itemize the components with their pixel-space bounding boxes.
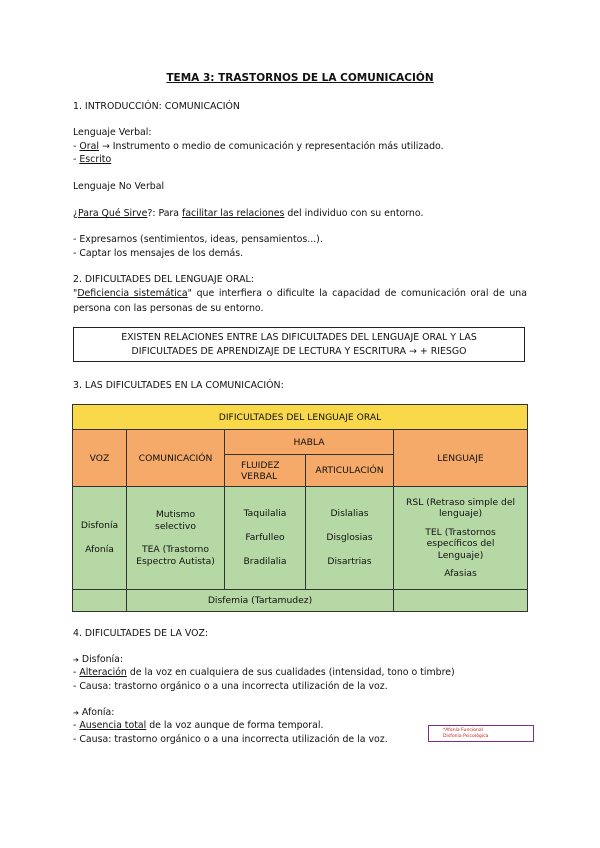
fluidez-item: Farfulleo <box>245 532 285 543</box>
page-title: TEMA 3: TRASTORNOS DE LA COMUNICACIÓN <box>166 72 434 84</box>
note-line2: Disfonía Psicológica <box>443 734 489 739</box>
causa-disfonia: - Causa: trastorno orgánico o a una incorrecta utilización de la voz. <box>73 681 388 692</box>
art-item: Dislalias <box>330 508 369 519</box>
disfemia-cell: Disfemia (Tartamudez) <box>127 590 394 612</box>
section2-paragraph <box>73 286 527 316</box>
afonia-label: Afonía: <box>81 707 115 718</box>
fluidez-item: Bradilalia <box>243 556 287 567</box>
bullet-expresarnos: - Expresarnos (sentimientos, ideas, pensamientos...). <box>73 234 323 245</box>
deficiencia-text: Deficiencia sistemática <box>77 288 188 299</box>
para-que-end: del individuo con su entorno. <box>284 208 424 219</box>
verbal-label: Lenguaje Verbal: <box>73 127 152 138</box>
disfonia-label: Disfonía: <box>81 654 124 665</box>
empty-cell <box>394 590 528 612</box>
col-habla: HABLA <box>225 430 394 455</box>
causa-afonia: - Causa: trastorno orgánico o a una incorrecta utilización de la voz. <box>73 734 388 745</box>
art-item: Disglosias <box>326 532 373 543</box>
col-articulacion: ARTICULACIÓN <box>306 455 394 487</box>
articulacion-cell <box>306 487 394 590</box>
section1-heading: 1. INTRODUCCIÓN: COMUNICACIÓN <box>73 101 240 112</box>
col-voz: VOZ <box>73 430 127 487</box>
voz-cell <box>73 487 127 590</box>
para-que-line <box>73 208 423 219</box>
alteracion-line: - Alteración de la voz en cualquiera de sus cualidades (intensidad, tono o timbre) <box>73 667 455 678</box>
escrito-prefix: - <box>73 154 80 165</box>
ausencia-word: Ausencia total <box>79 720 147 731</box>
voz-item: Disfonía <box>80 520 119 531</box>
risk-box-line1: EXISTEN RELACIONES ENTRE LAS DIFICULTADES DEL LENGUAJE ORAL Y LAS <box>121 332 477 343</box>
section2-heading: 2. DIFICULTADES DEL LENGUAJE ORAL: <box>73 274 254 285</box>
para-que-open: ¿ <box>73 208 78 219</box>
arrow-bullet-icon: ➔ <box>73 709 79 717</box>
voz-item: Afonía <box>85 544 114 555</box>
fluidez-cell <box>225 487 306 590</box>
handwritten-note <box>428 725 534 742</box>
art-item: Disartrias <box>327 556 372 567</box>
difficulties-table <box>72 404 528 612</box>
alteracion-word: Alteración <box>79 667 127 678</box>
escrito-line <box>73 154 111 165</box>
facilitar-text: facilitar las relaciones <box>182 208 285 219</box>
lenguaje-cell <box>394 487 528 590</box>
leng-item: TEL (Trastornos específicos del Lenguaje) <box>425 526 496 561</box>
oral-word: Oral <box>79 141 99 152</box>
col-lenguaje: LENGUAJE <box>394 430 528 487</box>
bullet-captar: - Captar los mensajes de los demás. <box>73 248 244 259</box>
oral-rest: → Instrumento o medio de comunicación y representación más utilizado. <box>98 141 444 152</box>
ausencia-rest: de la voz aunque de forma temporal. <box>146 720 324 731</box>
comunicacion-cell <box>127 487 225 590</box>
table-header: DIFICULTADES DEL LENGUAJE ORAL <box>73 405 528 430</box>
empty-cell <box>73 590 127 612</box>
section2-rest: " que interfiera o dificulte la capacidad de comunicación oral de una persona con las personas de su entorno. <box>73 288 527 314</box>
oral-prefix: - <box>73 141 80 152</box>
disfonia-title <box>73 654 123 665</box>
escrito-word: Escrito <box>79 154 112 165</box>
section3-heading: 3. LAS DIFICULTADES EN LA COMUNICACIÓN: <box>73 380 284 391</box>
com-item: TEA (Trastorno Espectro Autista) <box>136 544 215 567</box>
fluidez-item: Taquilalia <box>243 508 287 519</box>
col-comunicacion: COMUNICACIÓN <box>127 430 225 487</box>
quote-open: " <box>73 288 78 299</box>
section4-heading: 4. DIFICULTADES DE LA VOZ: <box>73 628 209 639</box>
leng-item: RSL (Retraso simple del lenguaje) <box>405 496 516 519</box>
para-que-word: Para Qué Sirve <box>77 208 148 219</box>
col-fluidez: FLUIDEZ VERBAL <box>225 455 306 487</box>
ausencia-line: - Ausencia total de la voz aunque de forma temporal. <box>73 720 324 731</box>
note-line1: *Afonía Funcional <box>443 728 483 733</box>
alteracion-rest: de la voz en cualquiera de sus cualidades (intensidad, tono o timbre) <box>126 667 455 678</box>
oral-line <box>73 141 444 152</box>
para-que-mid: ?: Para <box>147 208 183 219</box>
arrow-bullet-icon: ➔ <box>73 656 79 664</box>
no-verbal-label: Lenguaje No Verbal <box>73 181 165 192</box>
afonia-title <box>73 707 114 718</box>
leng-item: Afasias <box>444 568 477 579</box>
risk-box-line2: DIFICULTADES DE APRENDIZAJE DE LECTURA Y ESCRITURA → + RIESGO <box>131 345 467 357</box>
risk-box <box>73 327 525 362</box>
com-item: Mutismo selectivo <box>155 509 196 532</box>
